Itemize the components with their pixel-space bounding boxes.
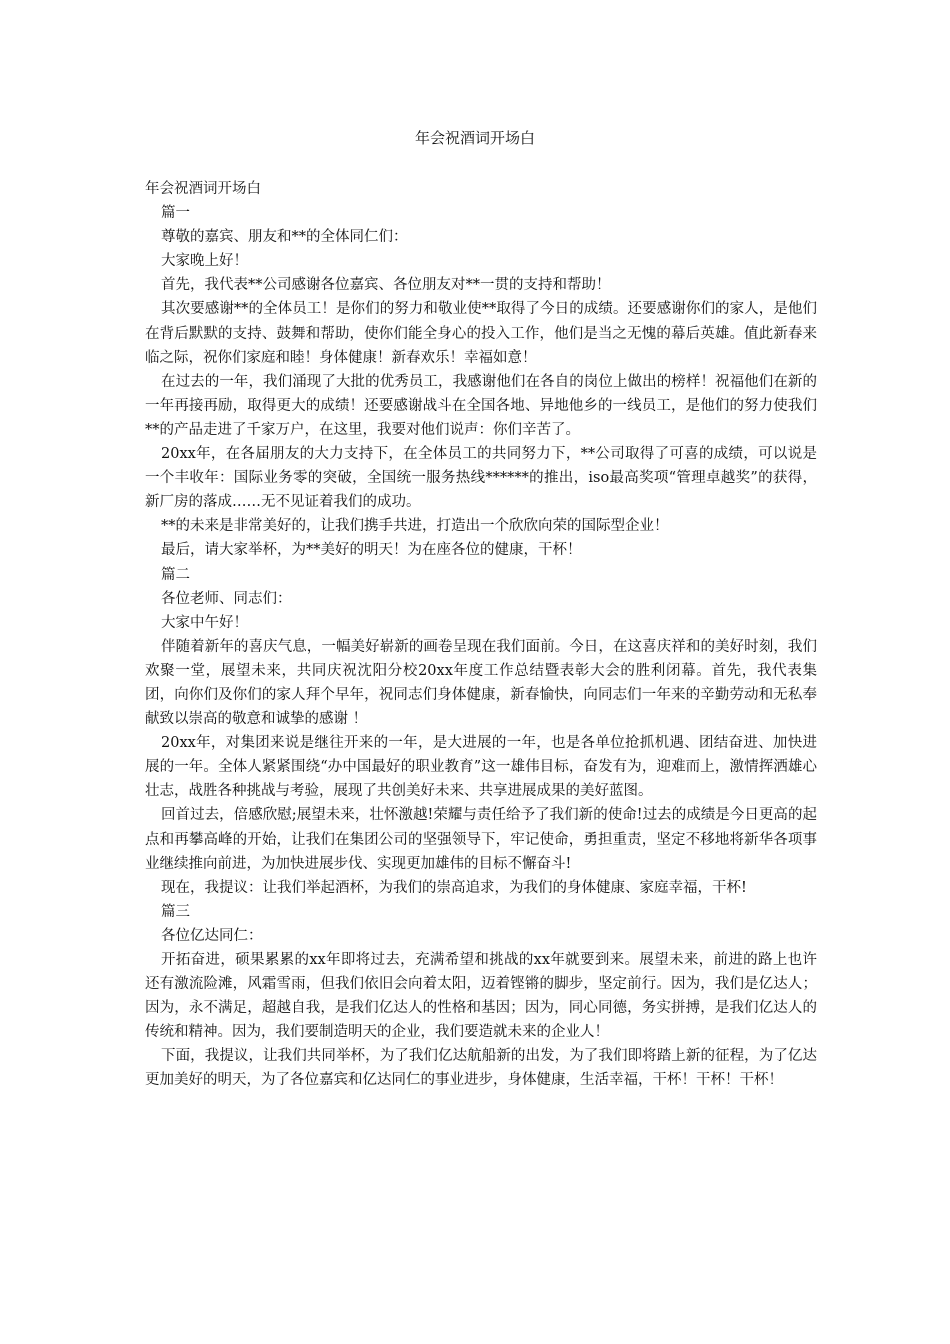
paragraph: 回首过去，倍感欣慰;展望未来，壮怀激越!荣耀与责任给予了我们新的使命!过去的成绩是今日更高的起点和再攀高峰的开始，让我们在集团公司的坚强领导下，牢记使命，勇担重责，坚定不移地将新华各项事业继续推向前进，为加快进展步伐、实现更加雄伟的目标不懈奋斗! — [145, 807, 817, 872]
paragraph: 尊敬的嘉宾、朋友和**的全体同仁们： — [161, 229, 408, 246]
paragraph: 在过去的一年，我们涌现了大批的优秀员工，我感谢他们在各自的岗位上做出的榜样！祝福他们在新的一年再接再励，取得更大的成绩！还要感谢战斗在全国各地、异地他乡的一线员工，是他们的努力使我们**的产品走进了千家万户，在这里，我要对他们说声：你们辛苦了。 — [145, 373, 817, 438]
paragraph: 各位老师、同志们： — [161, 590, 292, 607]
paragraph: 大家晚上好！ — [161, 253, 248, 270]
part-heading-1: 篇一 — [161, 205, 190, 222]
paragraph: 其次要感谢**的全体员工！是你们的努力和敬业使**取得了今日的成绩。还要感谢你们的家人，是他们在背后默默的支持、鼓舞和帮助，使你们能全身心的投入工作，他们是当之无愧的幕后英雄。值此新春来临之际，祝你们家庭和睦！身体健康！新春欢乐！幸福如意！ — [145, 301, 817, 366]
section-heading: 年会祝酒词开场白 — [145, 181, 261, 197]
paragraph: **的未来是非常美好的，让我们携手共进，打造出一个欣欣向荣的国际型企业！ — [161, 518, 669, 535]
paragraph: 伴随着新年的喜庆气息，一幅美好崭新的画卷呈现在我们面前。今日，在这喜庆祥和的美好时刻，我们欢聚一堂，展望未来，共同庆祝沈阳分校20xx年度工作总结暨表彰大会的胜利闭幕。首先，我代表集团，向你们及你们的家人拜个早年，祝同志们身体健康，新春愉快，向同志们一年来的辛勤劳动和无私奉献致以崇高的敬意和诚挚的感谢 ！ — [145, 638, 817, 728]
paragraph: 下面，我提议，让我们共同举杯，为了我们亿达航船新的出发，为了我们即将踏上新的征程，为了亿达更加美好的明天，为了各位嘉宾和亿达同仁的事业进步，身体健康，生活幸福，干杯！干杯！干杯！ — [145, 1048, 817, 1089]
document-body — [145, 177, 817, 1093]
page-title: 年会祝酒词开场白 — [414, 129, 535, 147]
paragraph: 各位亿达同仁： — [161, 927, 263, 944]
paragraph: 现在，我提议：让我们举起酒杯，为我们的崇高追求，为我们的身体健康、家庭幸福，干杯! — [161, 879, 747, 896]
paragraph: 最后，请大家举杯，为**美好的明天！为在座各位的健康，干杯！ — [161, 542, 582, 559]
part-heading-2: 篇二 — [161, 566, 190, 583]
paragraph: 大家中午好！ — [161, 614, 248, 631]
paragraph: 首先，我代表**公司感谢各位嘉宾、各位朋友对**一贯的支持和帮助！ — [161, 277, 611, 294]
paragraph: 20xx年，对集团来说是继往开来的一年，是大进展的一年，也是各单位抢抓机遇、团结奋进、加快进展的一年。全体人紧紧围绕“办中国最好的职业教育”这一雄伟目标，奋发有为，迎难而上，激情挥洒雄心壮志，战胜各种挑战与考验，展现了共创美好未来、共享进展成果的美好蓝图。 — [145, 735, 817, 800]
paragraph: 20xx年，在各届朋友的大力支持下，在全体员工的共同努力下，**公司取得了可喜的成绩，可以说是一个丰收年：国际业务零的突破，全国统一服务热线******的推出，iso最高奖项“管理卓越奖”的获得，新厂房的落成……无不见证着我们的成功。 — [145, 446, 817, 511]
paragraph: 开拓奋进，硕果累累的xx年即将过去，充满希望和挑战的xx年就要到来。展望未来，前进的路上也许还有激流险滩，风霜雪雨，但我们依旧会向着太阳，迈着铿锵的脚步，坚定前行。因为，我们是亿达人；因为，永不满足，超越自我，是我们亿达人的性格和基因；因为，同心同德，务实拼搏，是我们亿达人的传统和精神。因为，我们要制造明天的企业，我们要造就未来的企业人！ — [145, 952, 817, 1041]
part-heading-3: 篇三 — [161, 903, 190, 920]
